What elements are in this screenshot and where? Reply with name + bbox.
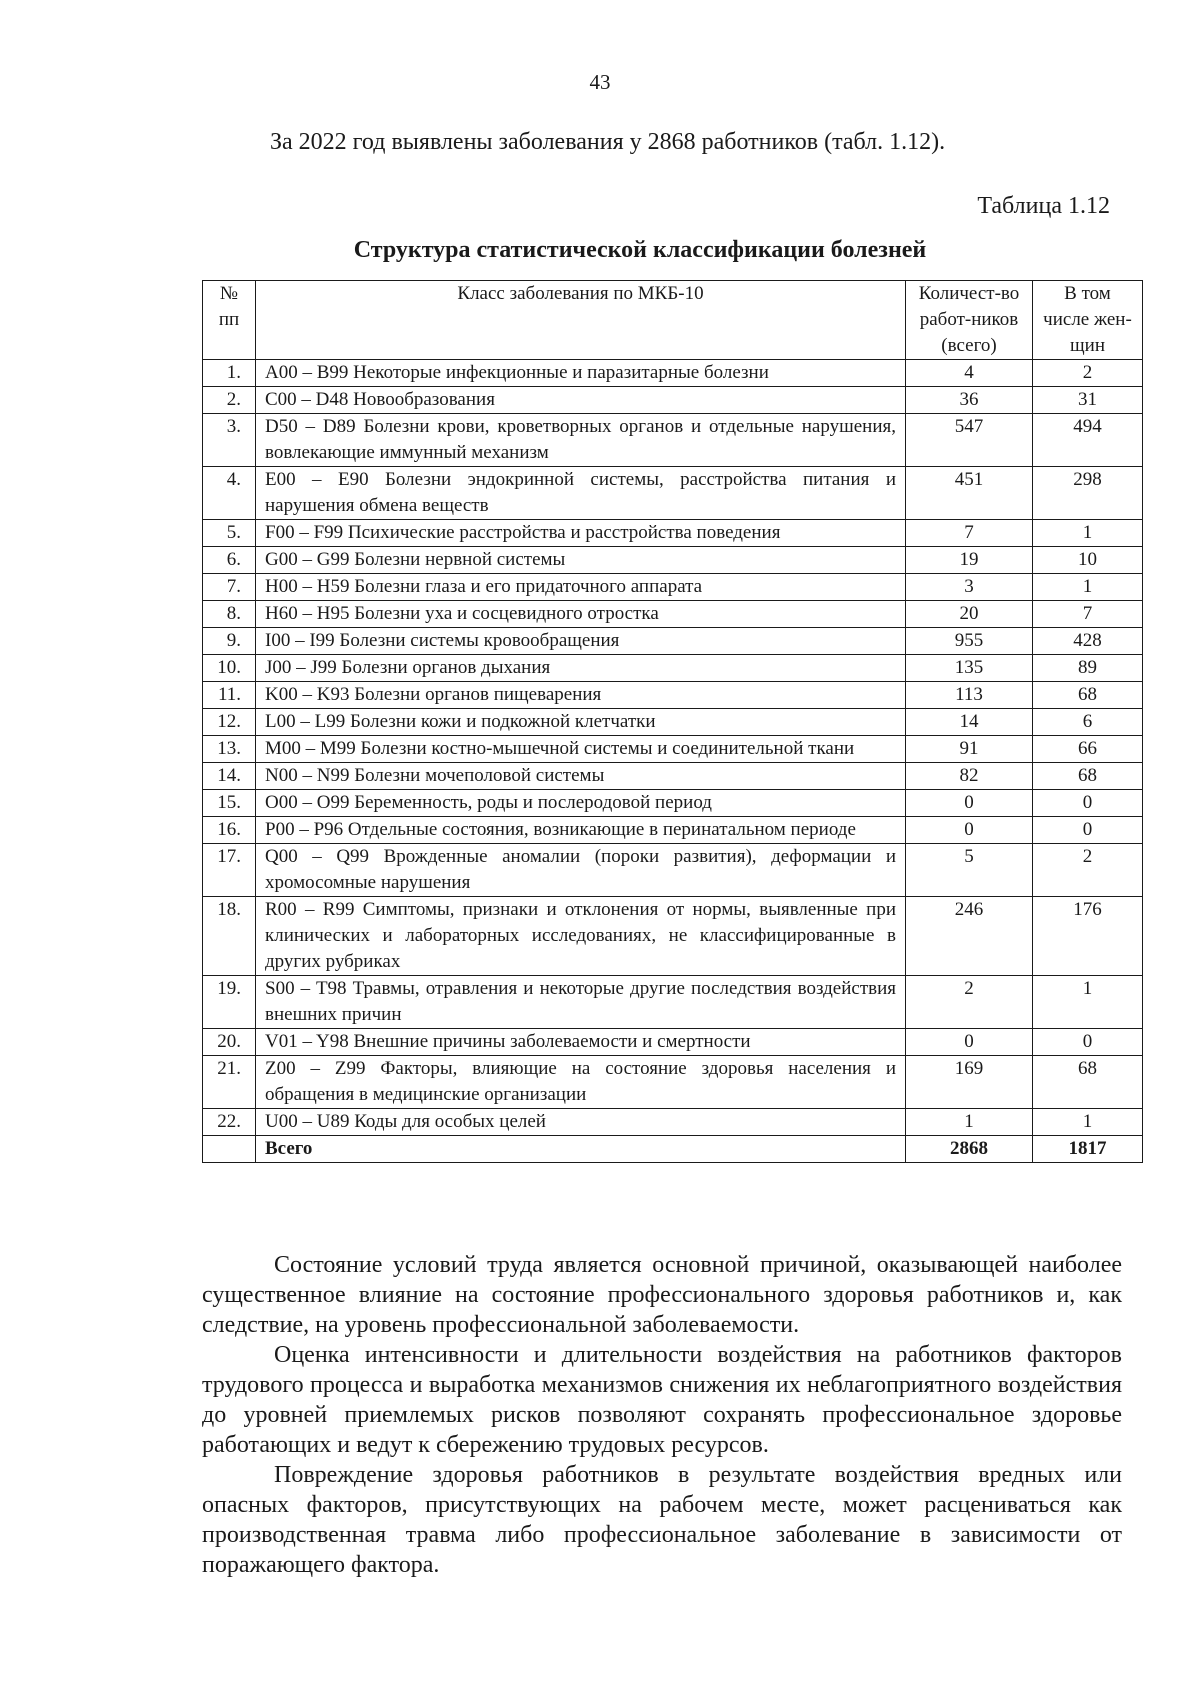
row-number: 22.	[203, 1109, 256, 1136]
row-total: 113	[906, 682, 1033, 709]
row-class: H60 – H95 Болезни уха и сосцевидного отростка	[256, 601, 906, 628]
row-total: 36	[906, 387, 1033, 414]
table-row	[203, 360, 1143, 387]
row-number: 20.	[203, 1029, 256, 1056]
row-class: L00 – L99 Болезни кожи и подкожной клетчатки	[256, 709, 906, 736]
row-number: 5.	[203, 520, 256, 547]
row-women: 176	[1033, 897, 1143, 976]
row-total: 2	[906, 976, 1033, 1029]
row-class: G00 – G99 Болезни нервной системы	[256, 547, 906, 574]
row-total: 0	[906, 1029, 1033, 1056]
row-class: Q00 – Q99 Врожденные аномалии (пороки развития), деформации и хромосомные нарушения	[256, 844, 906, 897]
row-total: 135	[906, 655, 1033, 682]
table-row	[203, 601, 1143, 628]
row-class: C00 – D48 Новообразования	[256, 387, 906, 414]
table-row	[203, 976, 1143, 1029]
row-number: 19.	[203, 976, 256, 1029]
row-women: 68	[1033, 763, 1143, 790]
table-row	[203, 547, 1143, 574]
table-title: Структура статистической классификации болезней	[353, 237, 927, 263]
row-number: 2.	[203, 387, 256, 414]
row-number: 12.	[203, 709, 256, 736]
row-number: 10.	[203, 655, 256, 682]
table-row	[203, 763, 1143, 790]
row-total: 14	[906, 709, 1033, 736]
row-class: N00 – N99 Болезни мочеполовой системы	[256, 763, 906, 790]
row-class: Всего	[256, 1136, 906, 1163]
row-women: 68	[1033, 1056, 1143, 1109]
table-label: Таблица 1.12	[977, 193, 1110, 219]
row-class: A00 – B99 Некоторые инфекционные и паразитарные болезни	[256, 360, 906, 387]
row-total: 19	[906, 547, 1033, 574]
row-total: 0	[906, 817, 1033, 844]
table-row	[203, 467, 1143, 520]
row-total: 5	[906, 844, 1033, 897]
row-total: 7	[906, 520, 1033, 547]
row-total: 4	[906, 360, 1033, 387]
body-text	[202, 1250, 1122, 1580]
row-total: 547	[906, 414, 1033, 467]
row-number: 15.	[203, 790, 256, 817]
table-row	[203, 790, 1143, 817]
row-class: S00 – T98 Травмы, отравления и некоторые другие последствия воздействия внешних причин	[256, 976, 906, 1029]
row-class: E00 – E90 Болезни эндокринной системы, расстройства питания и нарушения обмена веществ	[256, 467, 906, 520]
row-women: 7	[1033, 601, 1143, 628]
intro-sentence: За 2022 год выявлены заболевания у 2868 работников (табл. 1.12).	[270, 129, 946, 155]
row-class: M00 – M99 Болезни костно-мышечной системы и соединительной ткани	[256, 736, 906, 763]
table-row	[203, 844, 1143, 897]
paragraph: Состояние условий труда является основной причиной, оказывающей наиболее существенное влияние на состояние профессионального здоровья работников и, как следствие, на уровень профессиональной заболеваемости.	[202, 1252, 1122, 1338]
page-number: 43	[589, 70, 611, 94]
table-row	[203, 736, 1143, 763]
row-number: 16.	[203, 817, 256, 844]
header-women: В том числе жен-щин	[1033, 281, 1143, 360]
row-class: U00 – U89 Коды для особых целей	[256, 1109, 906, 1136]
table-row	[203, 574, 1143, 601]
row-class: P00 – P96 Отдельные состояния, возникающие в перинатальном периоде	[256, 817, 906, 844]
header-num: № пп	[203, 281, 256, 360]
row-total: 82	[906, 763, 1033, 790]
row-class: R00 – R99 Симптомы, признаки и отклонения от нормы, выявленные при клинических и лабораторных исследованиях, не классифицированные в других рубриках	[256, 897, 906, 976]
row-total: 3	[906, 574, 1033, 601]
row-class: D50 – D89 Болезни крови, кроветворных органов и отдельные нарушения, вовлекающие иммунный механизм	[256, 414, 906, 467]
row-women: 428	[1033, 628, 1143, 655]
row-total: 20	[906, 601, 1033, 628]
row-women: 66	[1033, 736, 1143, 763]
table-row	[203, 1029, 1143, 1056]
row-women: 1	[1033, 1109, 1143, 1136]
paragraph: Оценка интенсивности и длительности воздействия на работников факторов трудового процесса и выработка механизмов снижения их неблагоприятного воздействия до уровней приемлемых рисков позволяют сохранять профессиональное здоровье работающих и ведут к сбережению трудовых ресурсов.	[202, 1342, 1122, 1458]
row-class: K00 – K93 Болезни органов пищеварения	[256, 682, 906, 709]
row-women: 1	[1033, 574, 1143, 601]
row-class: O00 – O99 Беременность, роды и послеродовой период	[256, 790, 906, 817]
row-number: 6.	[203, 547, 256, 574]
row-total: 169	[906, 1056, 1033, 1109]
table-row	[203, 897, 1143, 976]
row-women: 494	[1033, 414, 1143, 467]
row-women: 10	[1033, 547, 1143, 574]
row-number: 11.	[203, 682, 256, 709]
row-total: 0	[906, 790, 1033, 817]
row-women: 298	[1033, 467, 1143, 520]
header-total: Количест-во работ-ников (всего)	[906, 281, 1033, 360]
table-row	[203, 387, 1143, 414]
row-women: 0	[1033, 817, 1143, 844]
table-row	[203, 709, 1143, 736]
header-class: Класс заболевания по МКБ-10	[256, 281, 906, 360]
row-number: 18.	[203, 897, 256, 976]
row-number: 3.	[203, 414, 256, 467]
row-women: 68	[1033, 682, 1143, 709]
row-class: F00 – F99 Психические расстройства и расстройства поведения	[256, 520, 906, 547]
row-class: J00 – J99 Болезни органов дыхания	[256, 655, 906, 682]
row-class: H00 – H59 Болезни глаза и его придаточного аппарата	[256, 574, 906, 601]
row-number: 17.	[203, 844, 256, 897]
row-women: 0	[1033, 1029, 1143, 1056]
row-class: Z00 – Z99 Факторы, влияющие на состояние здоровья населения и обращения в медицинские организации	[256, 1056, 906, 1109]
row-total: 2868	[906, 1136, 1033, 1163]
row-women: 6	[1033, 709, 1143, 736]
row-number: 21.	[203, 1056, 256, 1109]
table-row	[203, 628, 1143, 655]
row-women: 2	[1033, 360, 1143, 387]
row-number: 13.	[203, 736, 256, 763]
table-row	[203, 1056, 1143, 1109]
row-total: 451	[906, 467, 1033, 520]
row-number: 9.	[203, 628, 256, 655]
table-row	[203, 520, 1143, 547]
row-total: 1	[906, 1109, 1033, 1136]
row-number	[203, 1136, 256, 1163]
table-total-row	[203, 1136, 1143, 1163]
row-number: 14.	[203, 763, 256, 790]
row-total: 246	[906, 897, 1033, 976]
row-number: 4.	[203, 467, 256, 520]
row-class: I00 – I99 Болезни системы кровообращения	[256, 628, 906, 655]
row-total: 91	[906, 736, 1033, 763]
row-number: 1.	[203, 360, 256, 387]
table-header-row	[203, 281, 1143, 360]
disease-classification-table	[202, 280, 1143, 1163]
row-total: 955	[906, 628, 1033, 655]
table-row	[203, 655, 1143, 682]
row-women: 1	[1033, 976, 1143, 1029]
row-class: V01 – Y98 Внешние причины заболеваемости и смертности	[256, 1029, 906, 1056]
row-women: 89	[1033, 655, 1143, 682]
paragraph: Повреждение здоровья работников в результате воздействия вредных или опасных факторов, присутствующих на рабочем месте, может расцениваться как производственная травма либо профессиональное заболевание в зависимости от поражающего фактора.	[202, 1462, 1122, 1578]
row-number: 8.	[203, 601, 256, 628]
row-women: 1817	[1033, 1136, 1143, 1163]
table-row	[203, 682, 1143, 709]
row-women: 0	[1033, 790, 1143, 817]
row-number: 7.	[203, 574, 256, 601]
row-women: 31	[1033, 387, 1143, 414]
row-women: 2	[1033, 844, 1143, 897]
table-row	[203, 1109, 1143, 1136]
row-women: 1	[1033, 520, 1143, 547]
table-row	[203, 817, 1143, 844]
table-row	[203, 414, 1143, 467]
